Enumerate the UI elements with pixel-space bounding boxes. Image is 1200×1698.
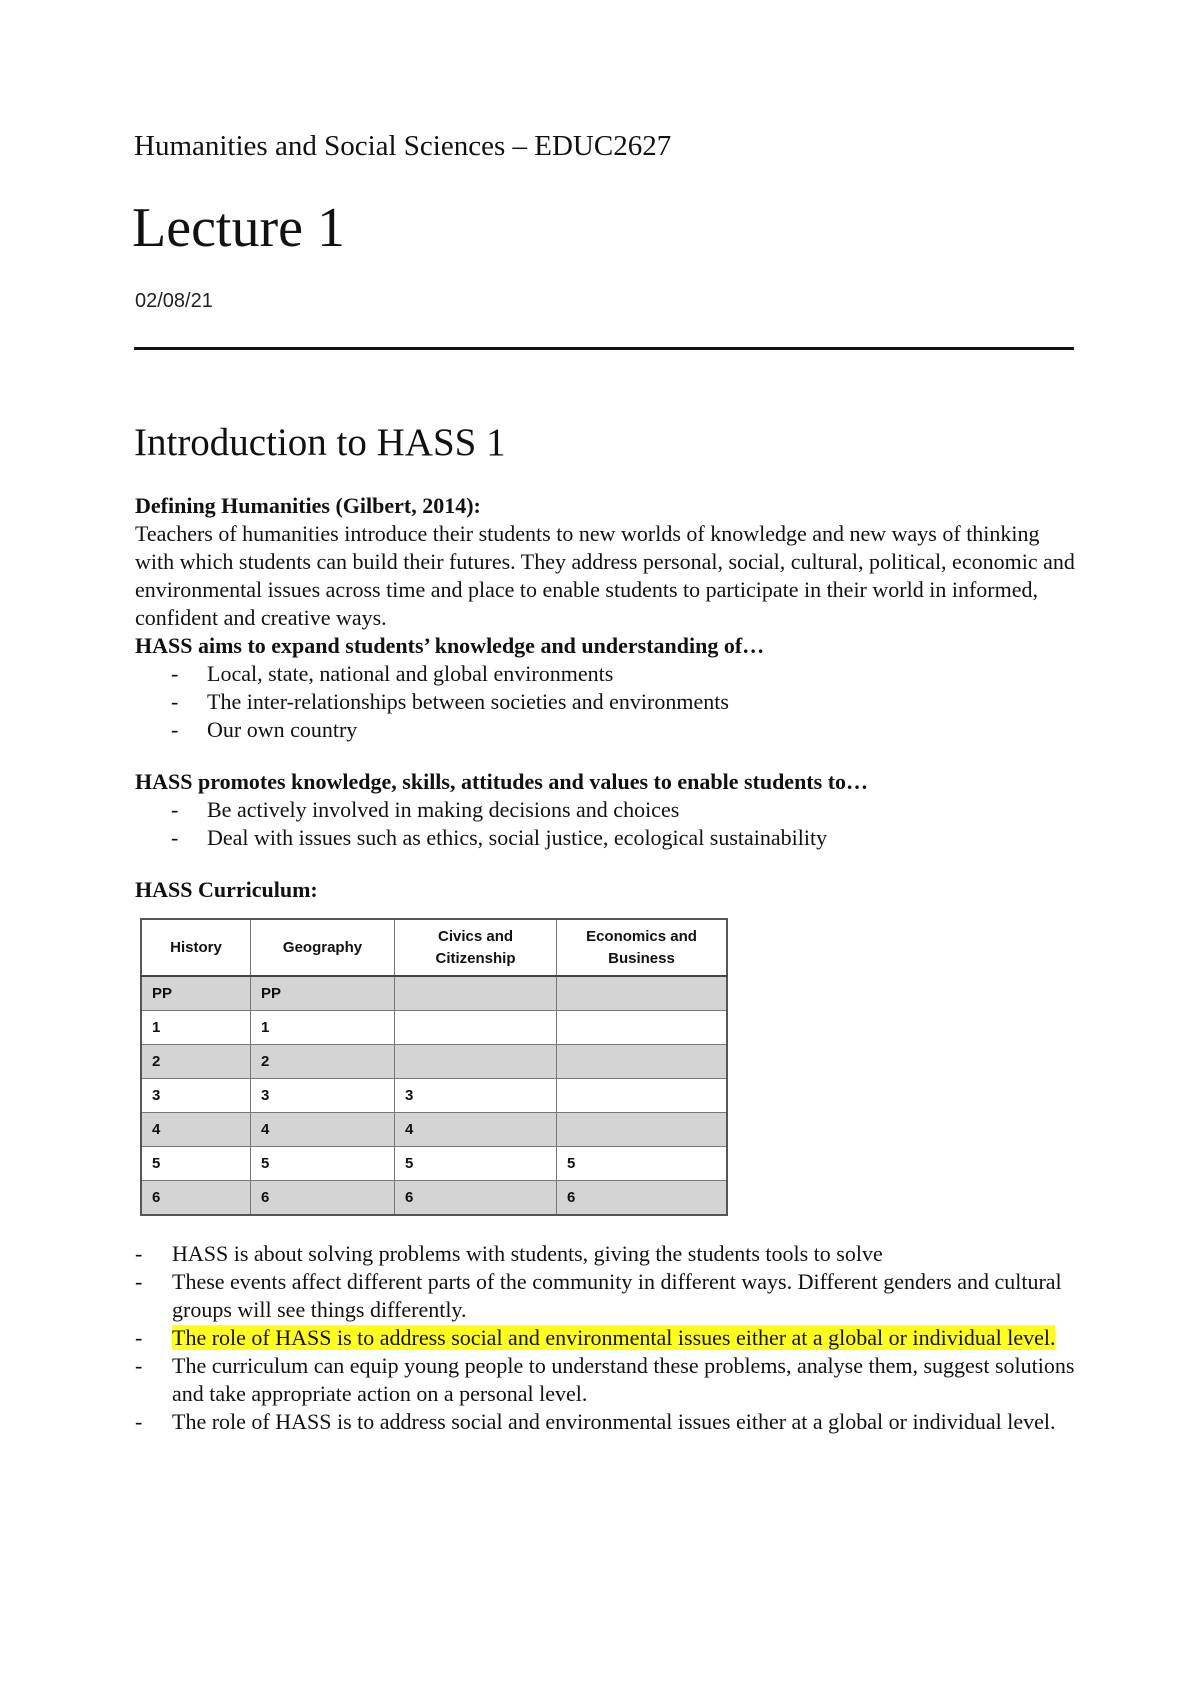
lecture-date: 02/08/21: [135, 290, 213, 312]
table-row: [141, 1147, 727, 1181]
table-cell: [557, 976, 728, 1011]
dash-bullet: -: [135, 1353, 143, 1378]
dash-bullet: -: [135, 1241, 143, 1266]
table-cell: 5: [141, 1147, 251, 1181]
column-header-history: History: [141, 919, 251, 976]
note-text: The role of HASS is to address social and environmental issues either at a global or individual level.: [172, 1409, 1056, 1434]
list-item: [171, 796, 1075, 824]
table-row: [141, 976, 727, 1011]
table-header-row: [141, 919, 727, 976]
dash-bullet: -: [171, 717, 179, 742]
table-cell: 1: [251, 1011, 395, 1045]
list-item: [171, 688, 1075, 716]
list-item: [135, 1324, 1075, 1352]
column-header-civics: Civics and Citizenship: [395, 919, 557, 976]
dash-bullet: -: [171, 797, 179, 822]
lecture-title: Lecture 1: [132, 197, 345, 259]
table-row: [141, 1011, 727, 1045]
column-header-geography: Geography: [251, 919, 395, 976]
table-cell: 3: [395, 1079, 557, 1113]
list-item-text: Our own country: [207, 717, 358, 742]
note-text: The curriculum can equip young people to understand these problems, analyse them, suggest solutions and take appropriate action on a personal level.: [172, 1353, 1075, 1406]
dash-bullet: -: [171, 825, 179, 850]
course-title: Humanities and Social Sciences – EDUC2627: [134, 130, 672, 162]
table-cell: [557, 1113, 728, 1147]
list-item: [135, 1240, 1075, 1268]
list-item-text: Local, state, national and global environments: [207, 661, 614, 686]
list-item: [171, 660, 1075, 688]
table-row: [141, 1079, 727, 1113]
table-cell: 6: [141, 1181, 251, 1216]
notes-list: [135, 1240, 1075, 1436]
dash-bullet: -: [135, 1325, 143, 1350]
table-cell: [395, 1011, 557, 1045]
table-cell: PP: [251, 976, 395, 1011]
dash-bullet: -: [171, 661, 179, 686]
list-item-text: Deal with issues such as ethics, social justice, ecological sustainability: [207, 825, 828, 850]
table-cell: 5: [395, 1147, 557, 1181]
aims-list: [135, 660, 1075, 744]
aims-heading: HASS aims to expand students’ knowledge and understanding of…: [135, 633, 765, 658]
list-item-text: The inter-relationships between societies and environments: [207, 689, 729, 714]
column-header-economics: Economics and Business: [557, 919, 728, 976]
table-cell: 6: [395, 1181, 557, 1216]
table-cell: 3: [251, 1079, 395, 1113]
table-cell: 1: [141, 1011, 251, 1045]
table-cell: 5: [557, 1147, 728, 1181]
note-text: These events affect different parts of the community in different ways. Different genders and cultural groups will see things differently.: [172, 1269, 1062, 1322]
promotes-heading: HASS promotes knowledge, skills, attitudes and values to enable students to…: [135, 769, 869, 794]
table-cell: 2: [251, 1045, 395, 1079]
list-item: [135, 1352, 1075, 1408]
horizontal-rule: [134, 347, 1074, 350]
table-cell: [395, 1045, 557, 1079]
table-cell: 4: [395, 1113, 557, 1147]
table-cell: 6: [557, 1181, 728, 1216]
table-cell: PP: [141, 976, 251, 1011]
table-cell: [557, 1079, 728, 1113]
promotes-list: [135, 796, 1075, 852]
table-row: [141, 1181, 727, 1216]
curriculum-table: [140, 918, 728, 1216]
table-cell: 4: [251, 1113, 395, 1147]
table-cell: 6: [251, 1181, 395, 1216]
table-cell: 3: [141, 1079, 251, 1113]
section-title: Introduction to HASS 1: [134, 421, 506, 464]
table-row: [141, 1113, 727, 1147]
table-cell: [557, 1045, 728, 1079]
dash-bullet: -: [135, 1269, 143, 1294]
dash-bullet: -: [135, 1409, 143, 1434]
table-row: [141, 1045, 727, 1079]
list-item: [171, 824, 1075, 852]
list-item: [135, 1268, 1075, 1324]
dash-bullet: -: [171, 689, 179, 714]
note-text: HASS is about solving problems with students, giving the students tools to solve: [172, 1241, 883, 1266]
curriculum-heading: HASS Curriculum:: [135, 877, 318, 902]
list-item: [135, 1408, 1075, 1436]
table-cell: [395, 976, 557, 1011]
table-cell: [557, 1011, 728, 1045]
table-cell: 2: [141, 1045, 251, 1079]
list-item-text: Be actively involved in making decisions and choices: [207, 797, 680, 822]
list-item: [171, 716, 1075, 744]
highlighted-note-text: The role of HASS is to address social and environmental issues either at a global or individual level.: [172, 1325, 1056, 1350]
table-cell: 5: [251, 1147, 395, 1181]
section-body: [135, 492, 1075, 1436]
definition-heading: Defining Humanities (Gilbert, 2014):: [135, 493, 481, 518]
table-cell: 4: [141, 1113, 251, 1147]
definition-text: Teachers of humanities introduce their students to new worlds of knowledge and new ways of thinking with which students can build their futures. They address personal, social, cultural, political, economic and environmental issues across time and place to enable students to participate in their world in informed, confident and creative ways.: [135, 521, 1075, 630]
